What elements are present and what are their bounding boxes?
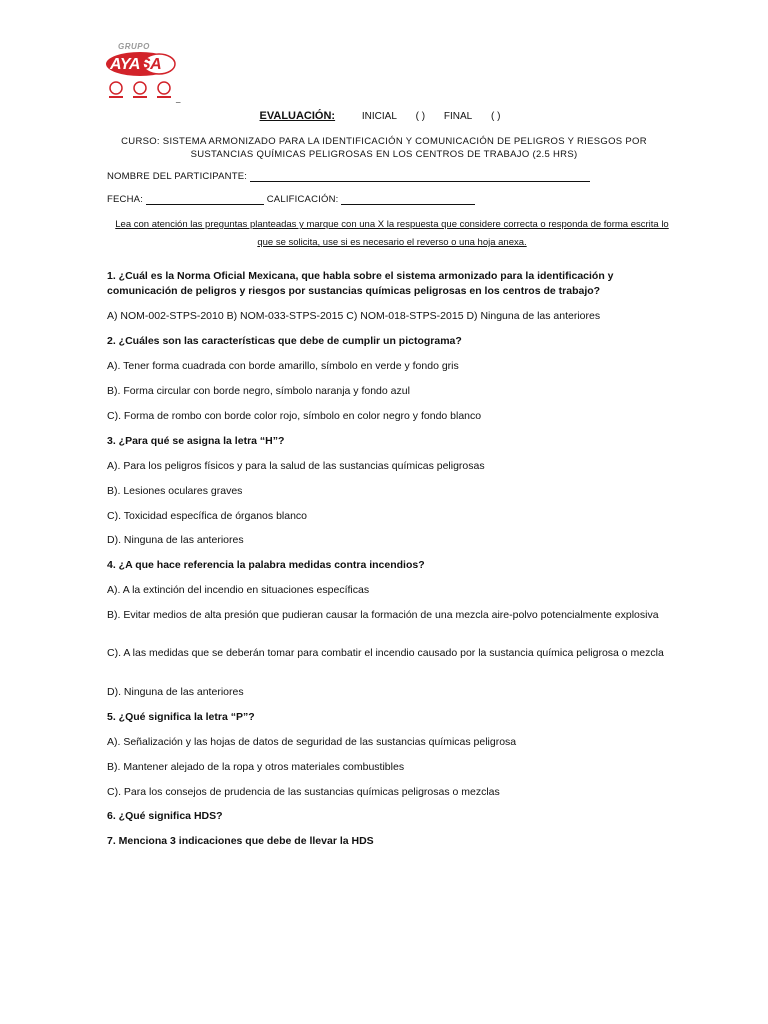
evaluation-header (0, 110, 768, 122)
answer-4-d[interactable]: D). Ninguna de las anteriores (107, 686, 244, 698)
date-label: FECHA: (107, 194, 144, 205)
question-5: 5. ¿Qué significa la letra “P”? (107, 711, 255, 723)
date-input-line[interactable] (146, 194, 264, 205)
grade-label: CALIFICACIÓN: (266, 194, 339, 205)
question-1: 1. ¿Cuál es la Norma Oficial Mexicana, que habla sobre el sistema armonizado para la identificación y comunicación de peligros y riesgos por sustancias químicas peligrosas en los centros de trabajo? (107, 270, 614, 297)
inicial-label: INICIAL (361, 111, 397, 122)
final-label: FINAL (443, 111, 473, 122)
course-title: CURSO: SISTEMA ARMONIZADO PARA LA IDENTIFICACIÓN Y COMUNICACIÓN DE PELIGROS Y RIESGOS POR SUSTANCIAS QUÍMICAS PELIGROSAS EN LOS CENTROS DE TRABAJO (2.5 HRS) (121, 136, 647, 160)
company-logo (104, 42, 184, 104)
logo-grupo-text: GRUPO (118, 42, 150, 51)
question-7: 7. Menciona 3 indicaciones que debe de llevar la HDS (107, 835, 374, 847)
answer-4-a[interactable]: A). A la extinción del incendio en situaciones específicas (107, 584, 370, 596)
logo-underscore: _ (176, 94, 181, 103)
answer-5-a[interactable]: A). Señalización y las hojas de datos de seguridad de las sustancias químicas peligrosa (107, 736, 517, 748)
answer-1-a[interactable]: A) NOM-002-STPS-2010 B) NOM-033-STPS-2015 C) NOM-018-STPS-2015 D) Ninguna de las anteriores (107, 310, 601, 322)
participant-field (107, 171, 590, 182)
logo-brand-text (110, 56, 161, 74)
answer-5-b[interactable]: B). Mantener alejado de la ropa y otros materiales combustibles (107, 761, 405, 773)
logo-brand-right: SA (139, 56, 162, 73)
answer-3-b[interactable]: B). Lesiones oculares graves (107, 485, 243, 497)
instructions: Lea con atención las preguntas planteadas y marque con una X la respuesta que considere correcta o responda de forma escrita lo que se solicita, use si es necesario el reverso o una hoja anexa. (115, 219, 669, 248)
inicial-checkbox[interactable]: ( ) (415, 111, 426, 122)
grade-input-line[interactable] (341, 194, 475, 205)
answer-5-c[interactable]: C). Para los consejos de prudencia de las sustancias químicas peligrosas o mezclas (107, 786, 500, 798)
answer-3-d[interactable]: D). Ninguna de las anteriores (107, 534, 244, 546)
question-3: 3. ¿Para qué se asigna la letra “H”? (107, 435, 285, 447)
evaluation-title: EVALUACIÓN: (259, 110, 336, 122)
question-2: 2. ¿Cuáles son las características que debe de cumplir un pictograma? (107, 335, 462, 347)
answer-3-c[interactable]: C). Toxicidad específica de órganos blanco (107, 510, 308, 522)
participant-label: NOMBRE DEL PARTICIPANTE: (107, 171, 248, 182)
final-checkbox[interactable]: ( ) (491, 111, 501, 122)
answer-3-a[interactable]: A). Para los peligros físicos y para la salud de las sustancias químicas peligrosas (107, 460, 485, 472)
question-6: 6. ¿Qué significa HDS? (107, 810, 223, 822)
answer-4-b[interactable]: B). Evitar medios de alta presión que pudieran causar la formación de una mezcla aire-polvo potencialmente explosiva (107, 609, 659, 621)
participant-input-line[interactable] (250, 171, 590, 182)
answer-4-c[interactable]: C). A las medidas que se deberán tomar para combatir el incendio causado por la sustancia química peligrosa o mezcla (107, 647, 664, 659)
logo-brand-left: AYA (110, 56, 140, 73)
answer-2-a[interactable]: A). Tener forma cuadrada con borde amarillo, símbolo en verde y fondo gris (107, 360, 459, 372)
answer-2-c[interactable]: C). Forma de rombo con borde color rojo, símbolo en color negro y fondo blanco (107, 410, 482, 422)
question-4: 4. ¿A que hace referencia la palabra medidas contra incendios? (107, 559, 425, 571)
answer-2-b[interactable]: B). Forma circular con borde negro, símbolo naranja y fondo azul (107, 385, 410, 397)
date-grade-field (107, 194, 475, 205)
